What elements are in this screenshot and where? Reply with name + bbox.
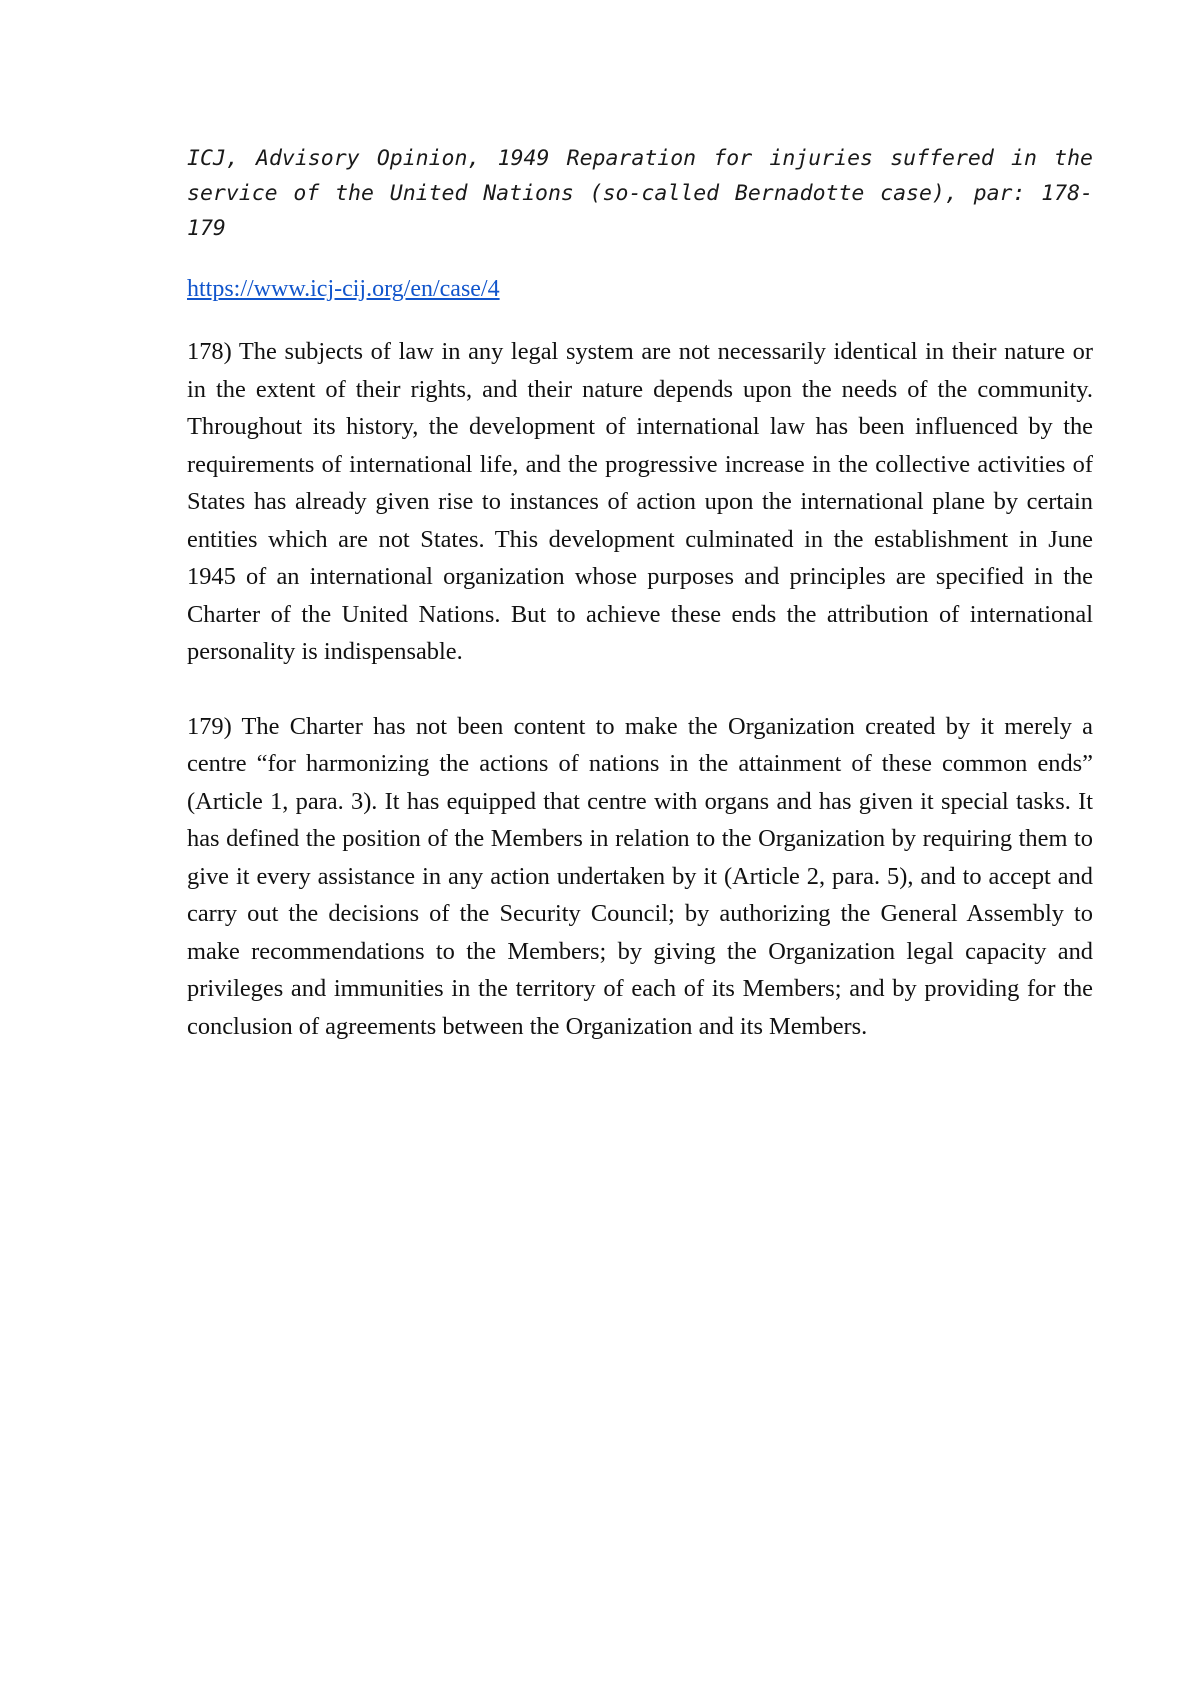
case-link[interactable]: https://www.icj-cij.org/en/case/4 — [187, 276, 500, 302]
document-body — [187, 141, 1093, 1045]
paragraph-179: 179) The Charter has not been content to make the Organization created by it merely a centre “for harmonizing the actions of nations in the attainment of these common ends” (Article 1, para. 3). It has equipped that centre with organs and has given it special tasks. It has defined the position of the Members in relation to the Organization by requiring them to give it every assistance in any action undertaken by it (Article 2, para. 5), and to accept and carry out the decisions of the Security Council; by authorizing the General Assembly to make recommendations to the Members; by giving the Organization legal capacity and privileges and immunities in the territory of each of its Members; and by providing for the conclusion of agreements between the Organization and its Members. — [187, 712, 1093, 1040]
link-line — [187, 272, 1093, 307]
case-citation: ICJ, Advisory Opinion, 1949 Reparation for injuries suffered in the service of the United Nations (so-called Bernadotte case), par: 178-179 — [187, 146, 1093, 241]
paragraph-178: 178) The subjects of law in any legal system are not necessarily identical in their nature or in the extent of their rights, and their nature depends upon the needs of the community. Throughout its history, the development of international law has been influenced by the requirements of international life, and the progressive increase in the collective activities of States has already given rise to instances of action upon the international plane by certain entities which are not States. This development culminated in the establishment in June 1945 of an international organization whose purposes and principles are specified in the Charter of the United Nations. But to achieve these ends the attribution of international personality is indispensable. — [187, 338, 1093, 665]
